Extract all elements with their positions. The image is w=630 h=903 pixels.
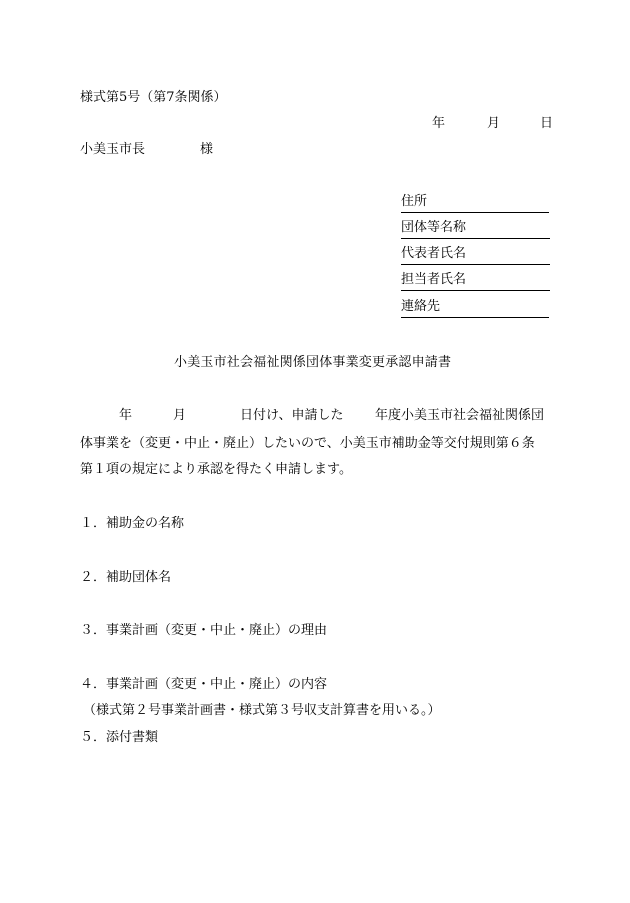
- person-in-charge-label: 担当者氏名: [401, 272, 467, 287]
- date-day-label: 日: [540, 116, 554, 131]
- group-name-label: 団体等名称: [401, 220, 467, 235]
- address-label: 住所: [401, 194, 428, 209]
- body-month-label: 月: [173, 408, 187, 423]
- item-change-reason: ３．事業計画（変更・中止・廃止）の理由: [80, 623, 328, 638]
- person-in-charge-field[interactable]: [401, 272, 550, 291]
- body-line1-part2: 年度小美玉市社会福祉関係団: [375, 408, 545, 423]
- item-change-content-note: （様式第２号事業計画書・様式第３号収支計算書を用いる。）: [83, 703, 441, 718]
- group-name-field[interactable]: [401, 220, 550, 239]
- addressee: 小美玉市長: [80, 142, 146, 157]
- body-line2: 体事業を（変更・中止・廃止）したいので、小美玉市補助金等交付規則第６条: [80, 436, 535, 451]
- body-year-label: 年: [119, 408, 133, 423]
- item-subsidy-name: １．補助金の名称: [80, 516, 185, 531]
- representative-label: 代表者氏名: [401, 246, 467, 261]
- contact-field[interactable]: [401, 299, 549, 318]
- item-subsidized-group: ２．補助団体名: [80, 570, 172, 585]
- document-title: 小美玉市社会福祉関係団体事業変更承認申請書: [174, 355, 452, 370]
- body-line3: 第１項の規定により承認を得たく申請します。: [80, 462, 352, 477]
- date-year-label: 年: [432, 116, 446, 131]
- representative-field[interactable]: [401, 246, 550, 265]
- contact-label: 連絡先: [401, 299, 441, 314]
- form-number: 様式第5号（第7条関係）: [80, 90, 227, 105]
- date-month-label: 月: [487, 116, 501, 131]
- body-line1-part1: 日付け、申請した: [240, 408, 344, 423]
- item-attachments: ５．添付書類: [80, 730, 159, 745]
- item-change-content: ４．事業計画（変更・中止・廃止）の内容: [80, 677, 328, 692]
- addressee-honorific: 様: [200, 142, 214, 157]
- address-field[interactable]: [401, 194, 549, 213]
